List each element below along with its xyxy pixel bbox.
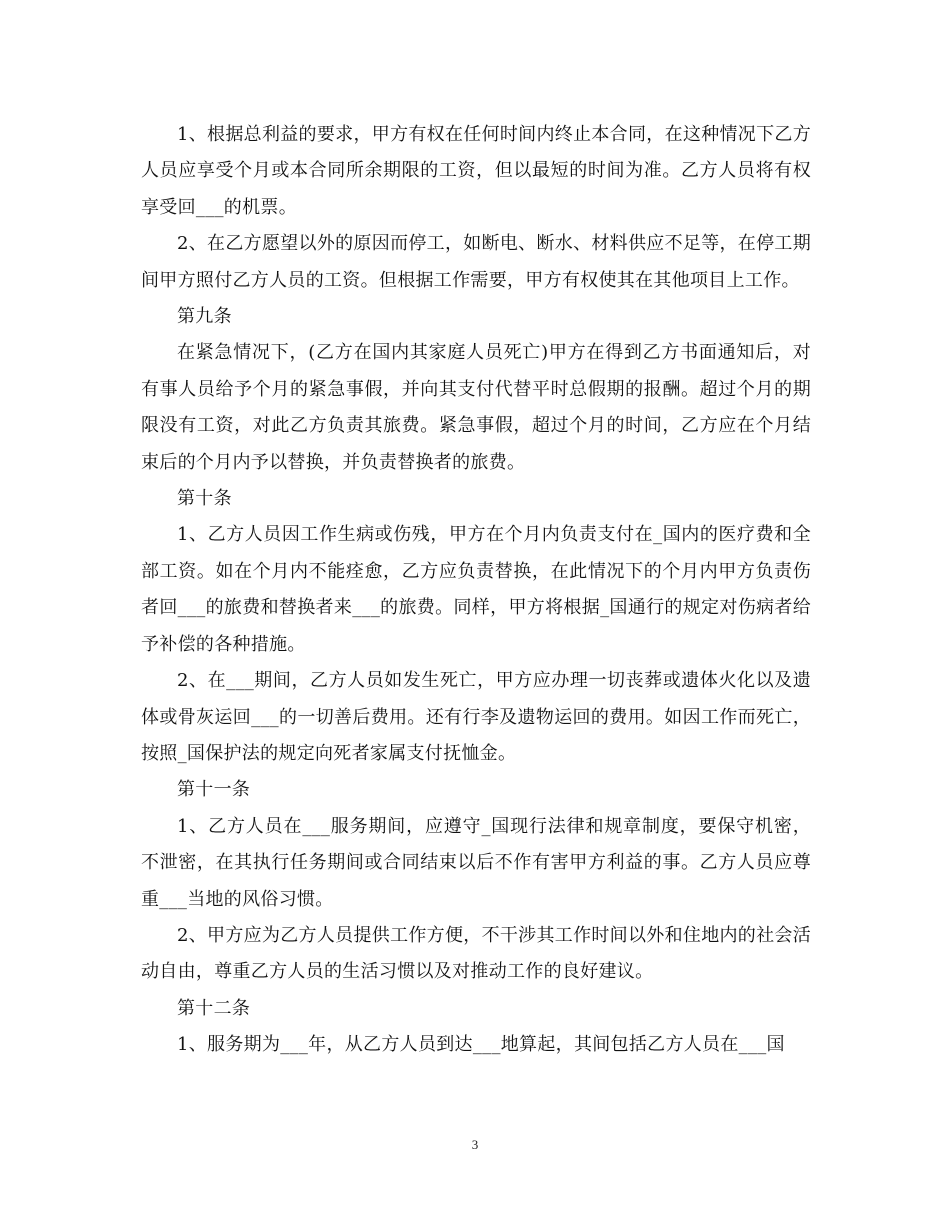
paragraph-article-10-item-1: 1、乙方人员因工作生病或伤残，甲方在个月内负责支付在_国内的医疗费和全部工资。如在个月内不能痊愈，乙方应负责替换，在此情况下的个月内甲方负责伤者回___的旅费和替换者来___的旅费。同样，甲方将根据_国通行的规定对伤病者给予补偿的各种措施。: [141, 524, 811, 655]
paragraph-article-12-item-1: 1、服务期为___年，从乙方人员到达___地算起，其间包括乙方人员在___国: [177, 1034, 785, 1056]
heading-article-9: 第九条: [177, 306, 232, 328]
paragraph-article-9: 在紧急情况下，(乙方在国内其家庭人员死亡)甲方在得到乙方书面通知后，对有事人员给予个月的紧急事假，并向其支付代替平时总假期的报酬。超过个月的期限没有工资，对此乙方负责其旅费。紧急事假，超过个月的时间，乙方应在个月结束后的个月内予以替换，并负责替换者的旅费。: [141, 342, 811, 473]
heading-article-10: 第十条: [177, 488, 232, 510]
heading-article-12: 第十二条: [177, 997, 251, 1019]
heading-article-11: 第十一条: [177, 779, 251, 801]
paragraph-clause-8-item-2: 2、在乙方愿望以外的原因而停工，如断电、断水、材料供应不足等，在停工期间甲方照付乙方人员的工资。但根据工作需要，甲方有权使其在其他项目上工作。: [141, 233, 811, 291]
paragraph-article-10-item-2: 2、在___期间，乙方人员如发生死亡，甲方应办理一切丧葬或遗体火化以及遗体或骨灰运回___的一切善后费用。还有行李及遗物运回的费用。如因工作而死亡，按照_国保护法的规定向死者家属支付抚恤金。: [141, 670, 811, 764]
page-number: 3: [471, 1137, 479, 1152]
paragraph-article-11-item-2: 2、甲方应为乙方人员提供工作方便，不干涉其工作时间以外和住地内的社会活动自由，尊重乙方人员的生活习惯以及对推动工作的良好建议。: [141, 924, 811, 983]
paragraph-article-11-item-1: 1、乙方人员在___服务期间，应遵守_国现行法律和规章制度，要保守机密，不泄密，在其执行任务期间或合同结束以后不作有害甲方利益的事。乙方人员应尊重___当地的风俗习惯。: [141, 815, 811, 910]
paragraph-clause-8-item-1: 1、根据总利益的要求，甲方有权在任何时间内终止本合同，在这种情况下乙方人员应享受个月或本合同所余期限的工资，但以最短的时间为准。乙方人员将有权享受回___的机票。: [141, 124, 811, 218]
document-body: [141, 117, 811, 1064]
